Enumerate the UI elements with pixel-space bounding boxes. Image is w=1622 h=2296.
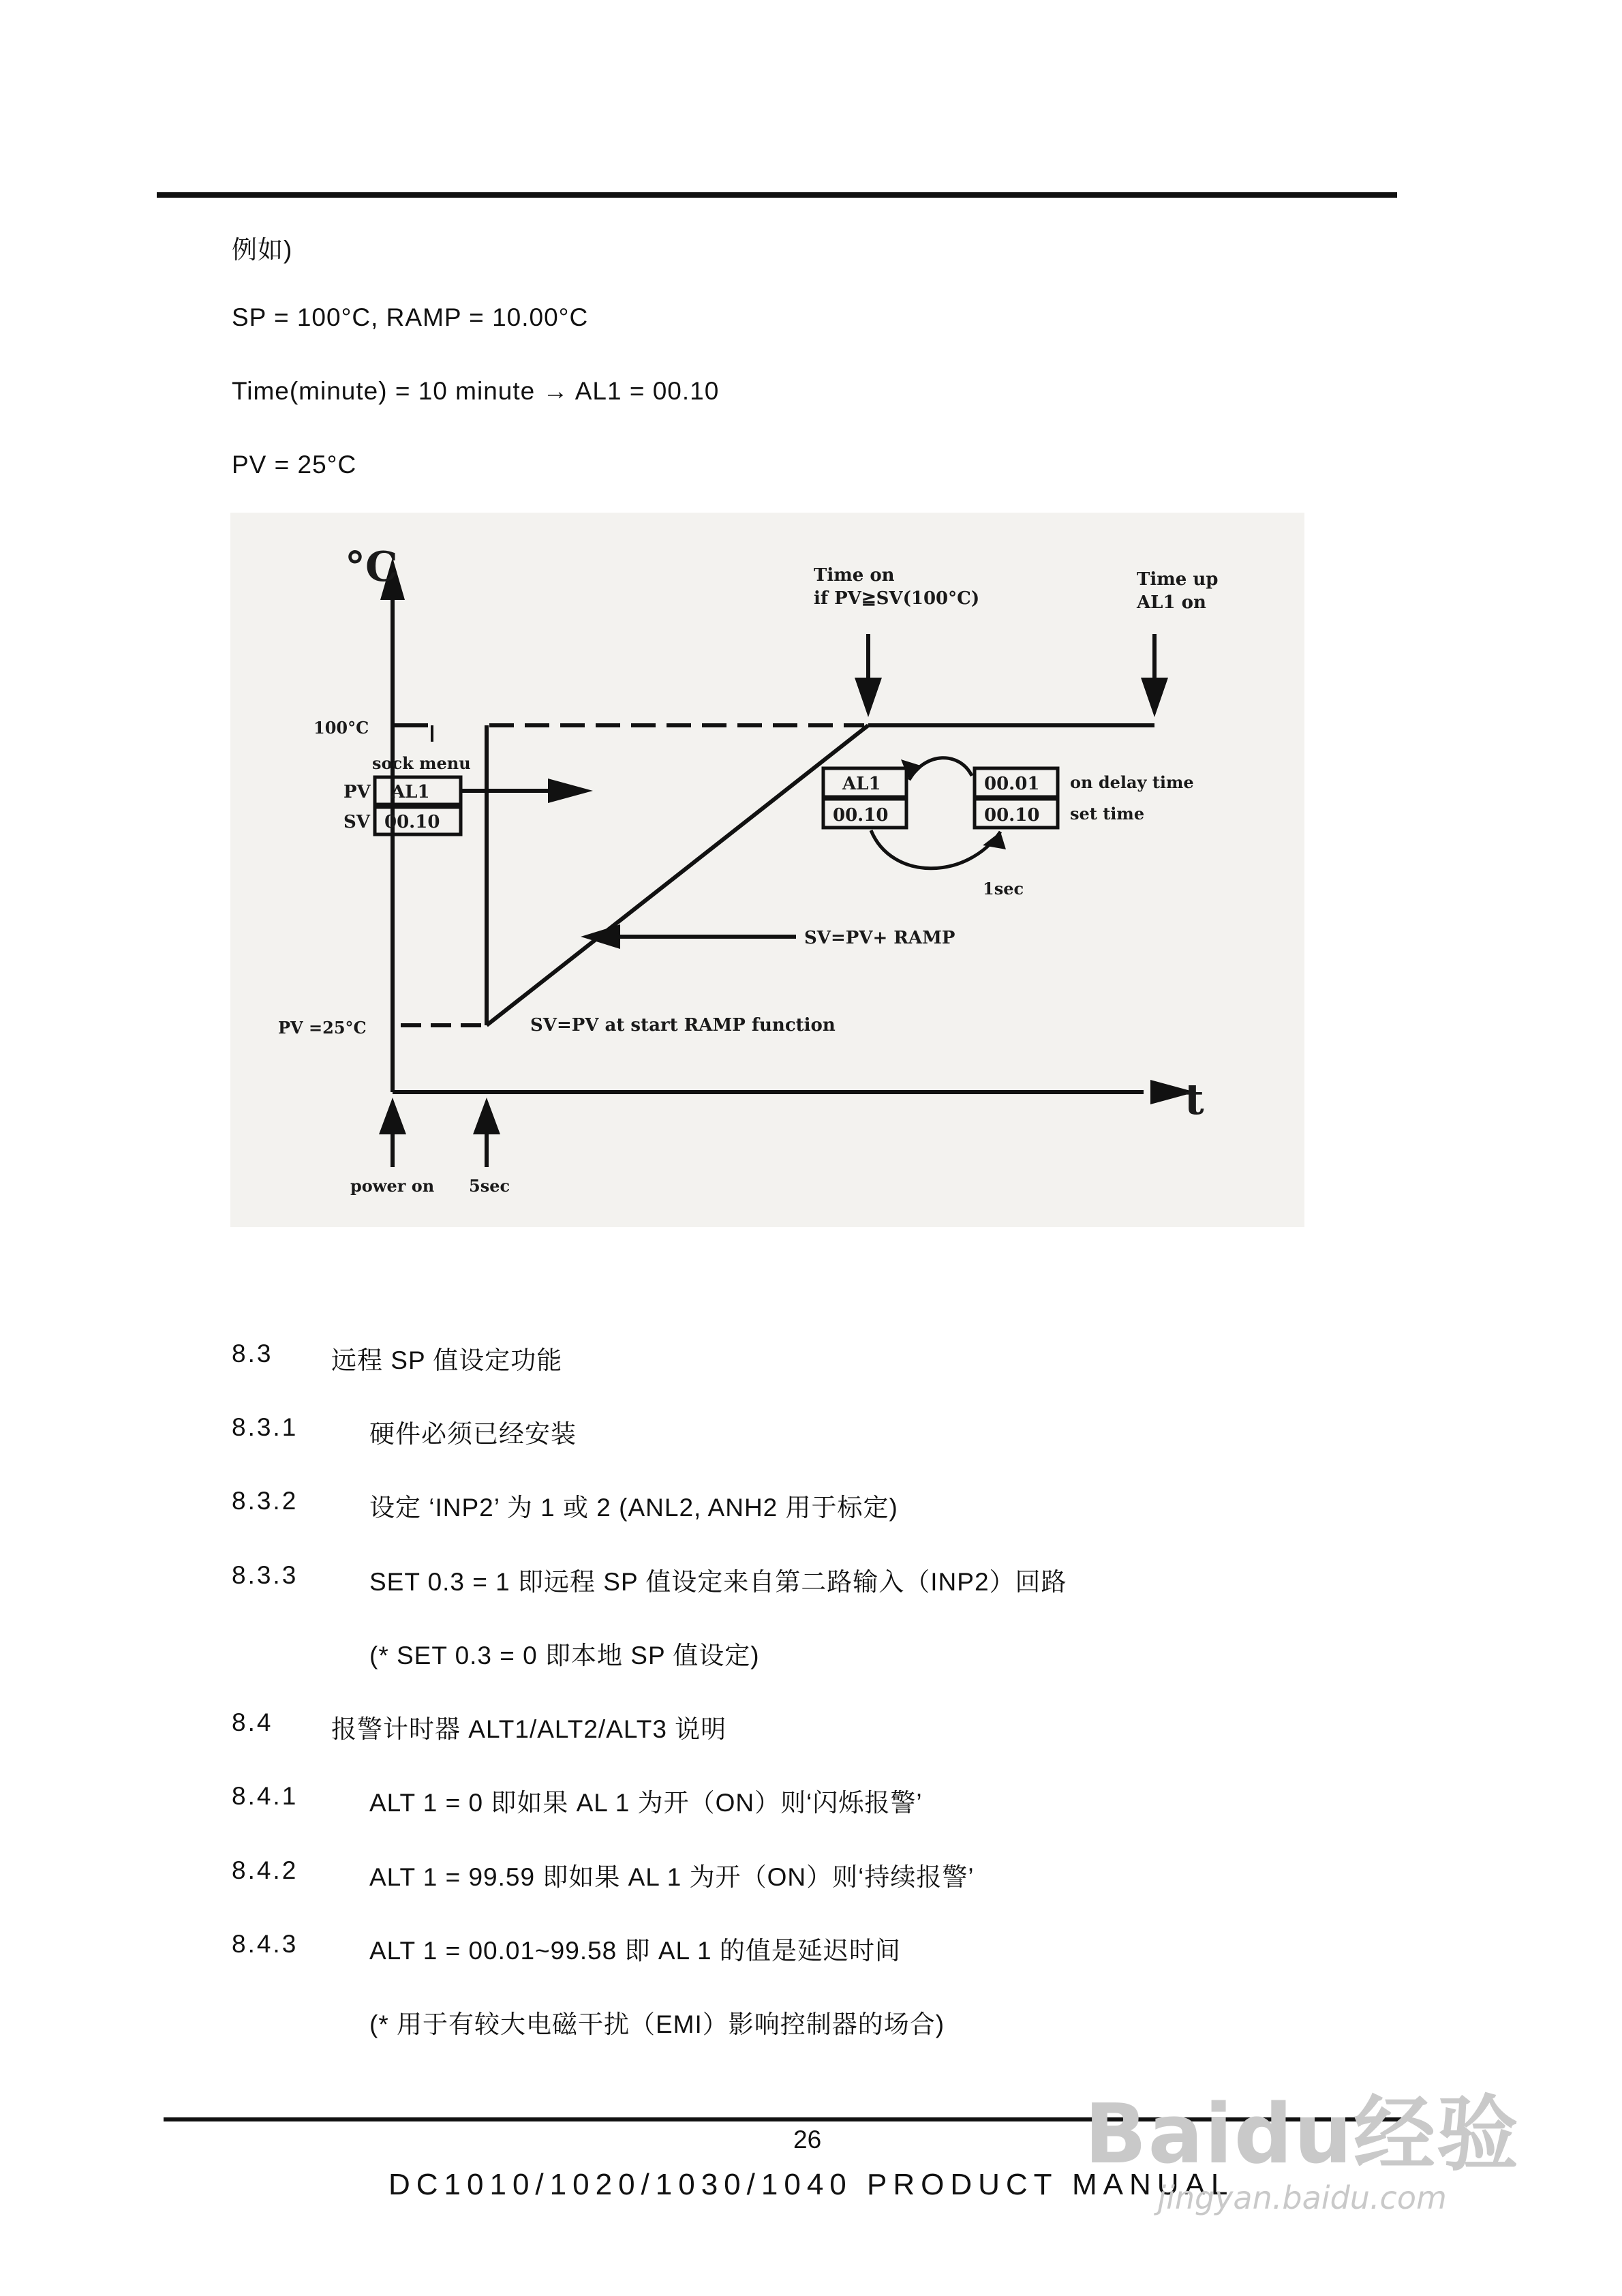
header-rule <box>157 192 1397 198</box>
section-text: 报警计时器 ALT1/ALT2/ALT3 说明 <box>331 1715 727 1743</box>
display-al1-value: AL1 <box>842 774 881 794</box>
five-sec-label: 5sec <box>469 1176 510 1196</box>
example-heading: 例如) <box>232 236 293 264</box>
on-delay-time-label: on delay time <box>1070 772 1194 792</box>
manual-title: DC1010/1020/1030/1040 PRODUCT MANUAL <box>388 2168 1234 2201</box>
section-number: 8.3.1 <box>232 1413 299 1441</box>
watermark-url: jingyan.baidu.com <box>1157 2179 1447 2216</box>
one-sec-label: 1sec <box>983 879 1024 898</box>
level-100-label: 100°C <box>313 718 369 738</box>
section-text: ALT 1 = 0 即如果 AL 1 为开（ON）则‘闪烁报警’ <box>369 1789 923 1817</box>
section-text: SET 0.3 = 1 即远程 SP 值设定来自第二路输入（INP2）回路 <box>369 1568 1067 1596</box>
watermark-brand: Baidu经验 <box>1084 2087 1520 2182</box>
menu-sv-value: 00.10 <box>384 812 440 832</box>
example-line-sp: SP = 100°C, RAMP = 10.00°C <box>232 303 589 331</box>
display-on-delay-value: 00.01 <box>984 774 1040 794</box>
section-number: 8.4.2 <box>232 1856 299 1884</box>
section-number: 8.3 <box>232 1340 273 1368</box>
section-note: (* SET 0.3 = 0 即本地 SP 值设定) <box>369 1642 760 1670</box>
section-text: 远程 SP 值设定功能 <box>331 1346 563 1374</box>
diagram-svg <box>230 513 1304 1227</box>
alarm-timer-diagram <box>230 513 1304 1227</box>
menu-sv-tag: SV <box>343 812 370 832</box>
example-line-pv: PV = 25°C <box>232 451 357 479</box>
x-axis-label: t <box>1184 1074 1204 1124</box>
display-sv-value: 00.10 <box>833 805 889 826</box>
sock-menu-label: sock menu <box>372 753 471 773</box>
start-ramp-label: SV=PV at start RAMP function <box>530 1015 836 1036</box>
section-note: (* 用于有较大电磁干扰（EMI）影响控制器的场合) <box>369 2010 945 2038</box>
page-number: 26 <box>793 2126 822 2154</box>
example-line-time: Time(minute) = 10 minute → AL1 = 00.10 <box>232 377 720 405</box>
section-number: 8.4.1 <box>232 1782 299 1810</box>
section-text: ALT 1 = 99.59 即如果 AL 1 为开（ON）则‘持续报警’ <box>369 1863 975 1891</box>
ramp-formula-label: SV=PV+ RAMP <box>804 928 955 948</box>
section-number: 8.3.2 <box>232 1487 299 1515</box>
menu-pv-tag: PV <box>343 782 371 802</box>
section-number: 8.4 <box>232 1708 273 1736</box>
y-axis-label: °C <box>345 543 398 591</box>
section-number: 8.4.3 <box>232 1930 299 1958</box>
time-on-condition: if PV≧SV(100°C) <box>814 588 980 609</box>
time-up-al1-on: AL1 on <box>1137 592 1206 613</box>
baidu-watermark <box>1084 2069 1520 2216</box>
section-text: 设定 ‘INP2’ 为 1 或 2 (ANL2, ANH2 用于标定) <box>369 1494 898 1522</box>
time-on-label: Time on <box>814 565 895 586</box>
menu-pv-value: AL1 <box>391 782 430 802</box>
display-set-value: 00.10 <box>984 805 1040 826</box>
level-pv-label: PV =25°C <box>278 1018 367 1038</box>
section-text: 硬件必须已经安装 <box>369 1420 577 1448</box>
section-text: ALT 1 = 00.01~99.58 即 AL 1 的值是延迟时间 <box>369 1937 901 1965</box>
set-time-label: set time <box>1070 804 1145 824</box>
power-on-label: power on <box>350 1176 435 1196</box>
time-up-label: Time up <box>1137 569 1219 590</box>
section-number: 8.3.3 <box>232 1561 299 1589</box>
